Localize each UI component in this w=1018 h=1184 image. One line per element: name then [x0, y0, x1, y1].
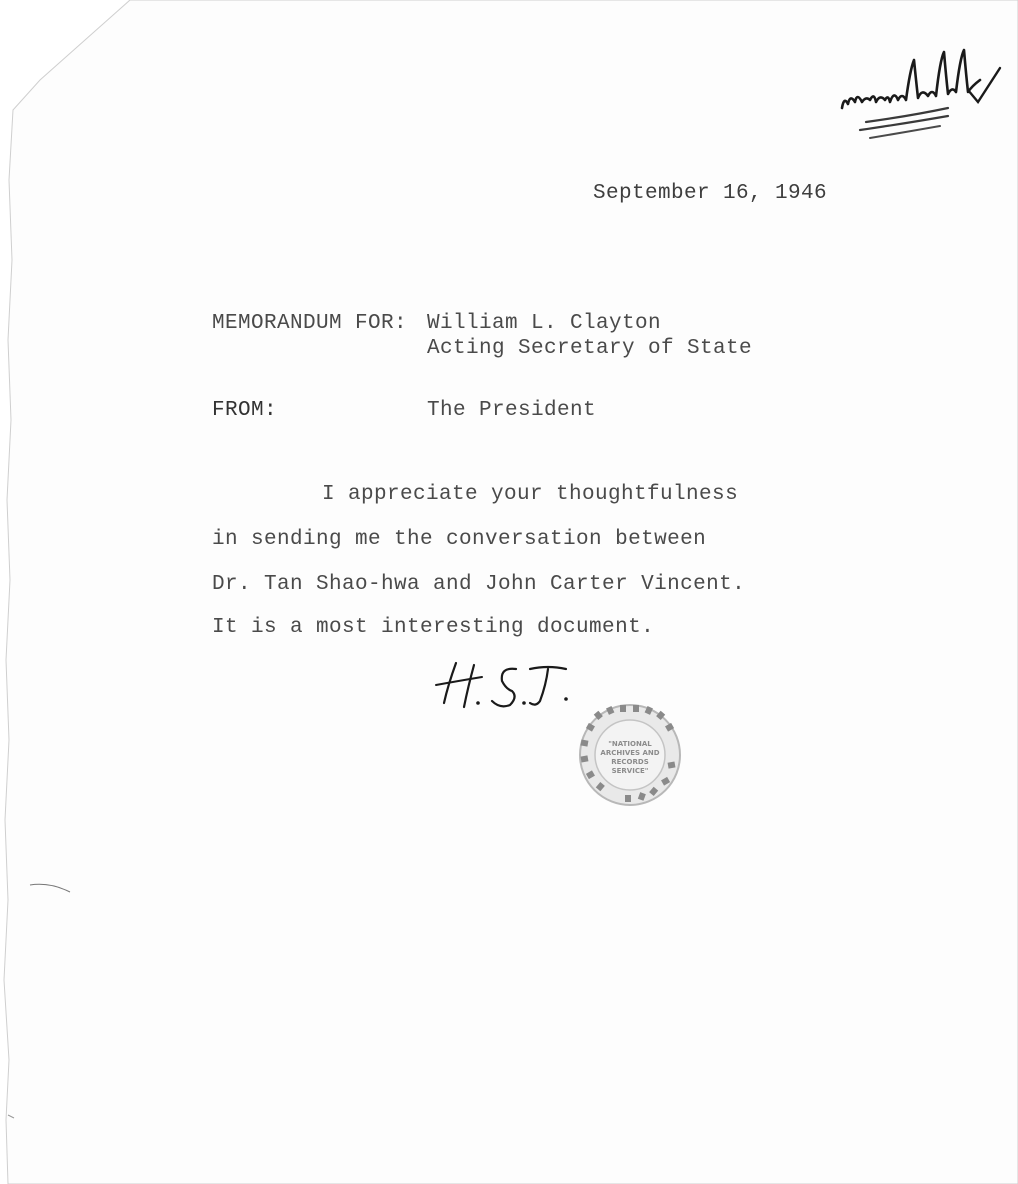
- handwritten-marshall-note: [830, 30, 1010, 150]
- archive-stamp-seal: [575, 700, 685, 810]
- recipient-title: Acting Secretary of State: [427, 337, 753, 360]
- handwritten-initials: [430, 655, 580, 715]
- svg-text:RECORDS: RECORDS: [611, 758, 649, 766]
- body-line: It is a most interesting document.: [212, 616, 655, 639]
- svg-text:SERVICE": SERVICE": [611, 767, 649, 775]
- svg-text:ARCHIVES AND: ARCHIVES AND: [600, 749, 660, 757]
- svg-text:"NATIONAL: "NATIONAL: [608, 740, 652, 748]
- memorandum-for-label: MEMORANDUM FOR:: [212, 312, 408, 335]
- body-line: I appreciate your thoughtfulness: [322, 483, 739, 506]
- body-line: in sending me the conversation between: [212, 528, 707, 551]
- from-value: The President: [427, 399, 597, 422]
- body-line: Dr. Tan Shao-hwa and John Carter Vincent.: [212, 573, 746, 596]
- memo-date: September 16, 1946: [593, 182, 828, 205]
- from-label: FROM:: [212, 399, 278, 422]
- recipient-name: William L. Clayton: [427, 312, 662, 335]
